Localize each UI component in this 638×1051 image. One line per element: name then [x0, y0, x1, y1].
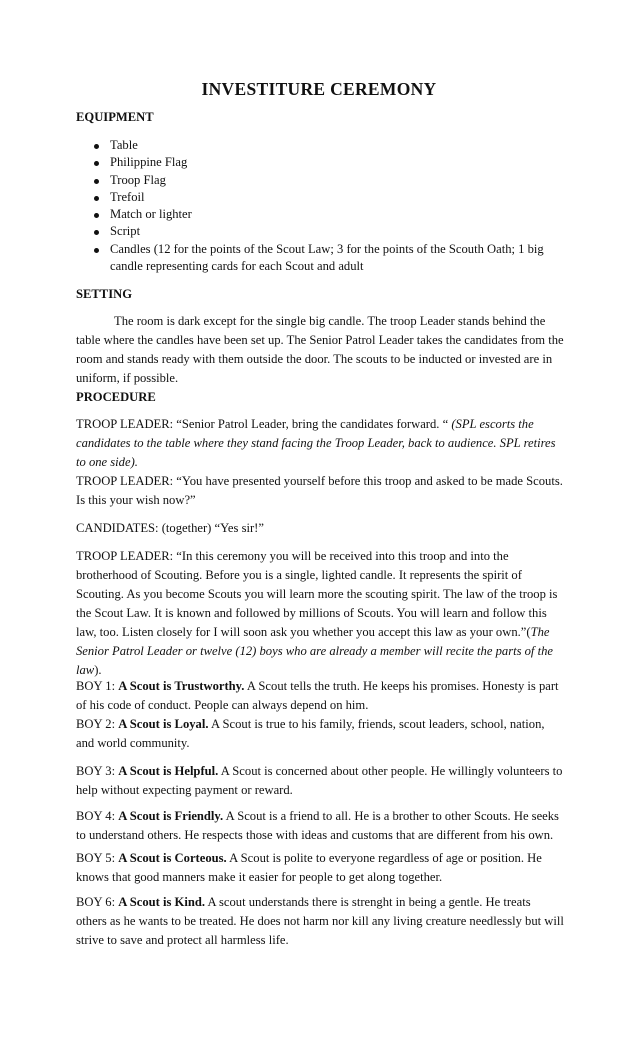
speaker-label: BOY 4:: [76, 809, 119, 823]
boy-5-paragraph: [76, 849, 564, 887]
law-explanation: A scout understands there is strenght in being a gentle. He treats others as he wants to be treated. He does not harm nor kill any living creature needlessly but will strive to save and protect all harmless life.: [76, 895, 564, 947]
scout-law-point: A Scout is Loyal.: [118, 717, 209, 731]
stage-direction: The Senior Patrol Leader or twelve (12) boys who are already a member will recite the parts of the law: [76, 625, 553, 677]
troop-leader-speech: TROOP LEADER: “In this ceremony you will be received into this troop and into the brotherhood of Scouting. Before you is a single, lighted candle. It represents the spirit of Scouting. As you become Scouts you will learn more the scouting spirit. The law of the troop is the Scout Law. It is known and followed by millions of Scouts. You will learn and follow this law, too. Listen closely for I will soon ask you whether you accept this law as your own.”(: [76, 549, 558, 639]
equipment-heading: EQUIPMENT: [76, 110, 154, 124]
troop-leader-line: TROOP LEADER: “Senior Patrol Leader, bring the candidates forward. “: [76, 417, 452, 431]
equipment-item: Table: [76, 137, 564, 154]
boy-4-paragraph: [76, 807, 564, 845]
speaker-label: BOY 5:: [76, 851, 119, 865]
speaker-label: BOY 6:: [76, 895, 119, 909]
equipment-list: [76, 137, 564, 275]
equipment-item: Troop Flag: [76, 172, 564, 189]
stage-direction: (SPL escorts the candidates to the table where they stand facing the Troop Leader, back to audience. SPL retires to one side).: [76, 417, 556, 469]
closing-punctuation: ).: [94, 663, 102, 677]
scout-law-point: A Scout is Helpful.: [118, 764, 219, 778]
equipment-list-wrap: [76, 137, 564, 275]
document-title: INVESTITURE CEREMONY: [201, 79, 437, 99]
boy-3-paragraph: [76, 762, 564, 800]
equipment-item: Candles (12 for the points of the Scout Law; 3 for the points of the Scouth Oath; 1 big candle representing cards for each Scout and adult: [76, 241, 564, 276]
boy-1-paragraph: [76, 677, 564, 715]
scout-law-point: A Scout is Kind.: [118, 895, 206, 909]
law-explanation: A Scout is concerned about other people. He willingly volunteers to help without expecting payment or reward.: [76, 764, 563, 797]
law-explanation: A Scout is a friend to all. He is a brother to other Scouts. He seeks to understand others. He respects those with ideas and customs that are different from his own.: [76, 809, 559, 842]
boy-6-paragraph: [76, 893, 564, 950]
procedure-paragraph-2: TROOP LEADER: “You have presented yourself before this troop and asked to be made Scouts. Is this your wish now?”: [76, 474, 563, 507]
scout-law-point: A Scout is Trustworthy.: [118, 679, 245, 693]
law-explanation: A Scout is true to his family, friends, scout leaders, school, nation, and world community.: [76, 717, 545, 750]
procedure-paragraph-1: [76, 415, 564, 472]
equipment-item: Philippine Flag: [76, 154, 564, 171]
speaker-label: BOY 3:: [76, 764, 119, 778]
procedure-paragraph-3: CANDIDATES: (together) “Yes sir!”: [76, 521, 264, 535]
law-explanation: A Scout is polite to everyone regardless of age or position. He knows that good manners make it easier for people to get along together.: [76, 851, 542, 884]
setting-heading: SETTING: [76, 287, 132, 301]
speaker-label: BOY 2:: [76, 717, 119, 731]
scout-law-point: A Scout is Friendly.: [118, 809, 224, 823]
equipment-item: Match or lighter: [76, 206, 564, 223]
setting-paragraph: The room is dark except for the single big candle. The troop Leader stands behind the table where the candles have been set up. The Senior Patrol Leader takes the candidates from the room and stands ready with them outside the door. The scouts to be inducted or invested are in uniform, if possible.: [76, 314, 564, 385]
scout-law-point: A Scout is Corteous.: [118, 851, 227, 865]
boy-2-paragraph: [76, 715, 564, 753]
procedure-heading: PROCEDURE: [76, 390, 156, 404]
procedure-paragraph-4: [76, 547, 564, 680]
law-explanation: A Scout tells the truth. He keeps his promises. Honesty is part of his code of conduct. People can always depend on him.: [76, 679, 559, 712]
speaker-label: BOY 1:: [76, 679, 119, 693]
equipment-item: Script: [76, 223, 564, 240]
equipment-item: Trefoil: [76, 189, 564, 206]
